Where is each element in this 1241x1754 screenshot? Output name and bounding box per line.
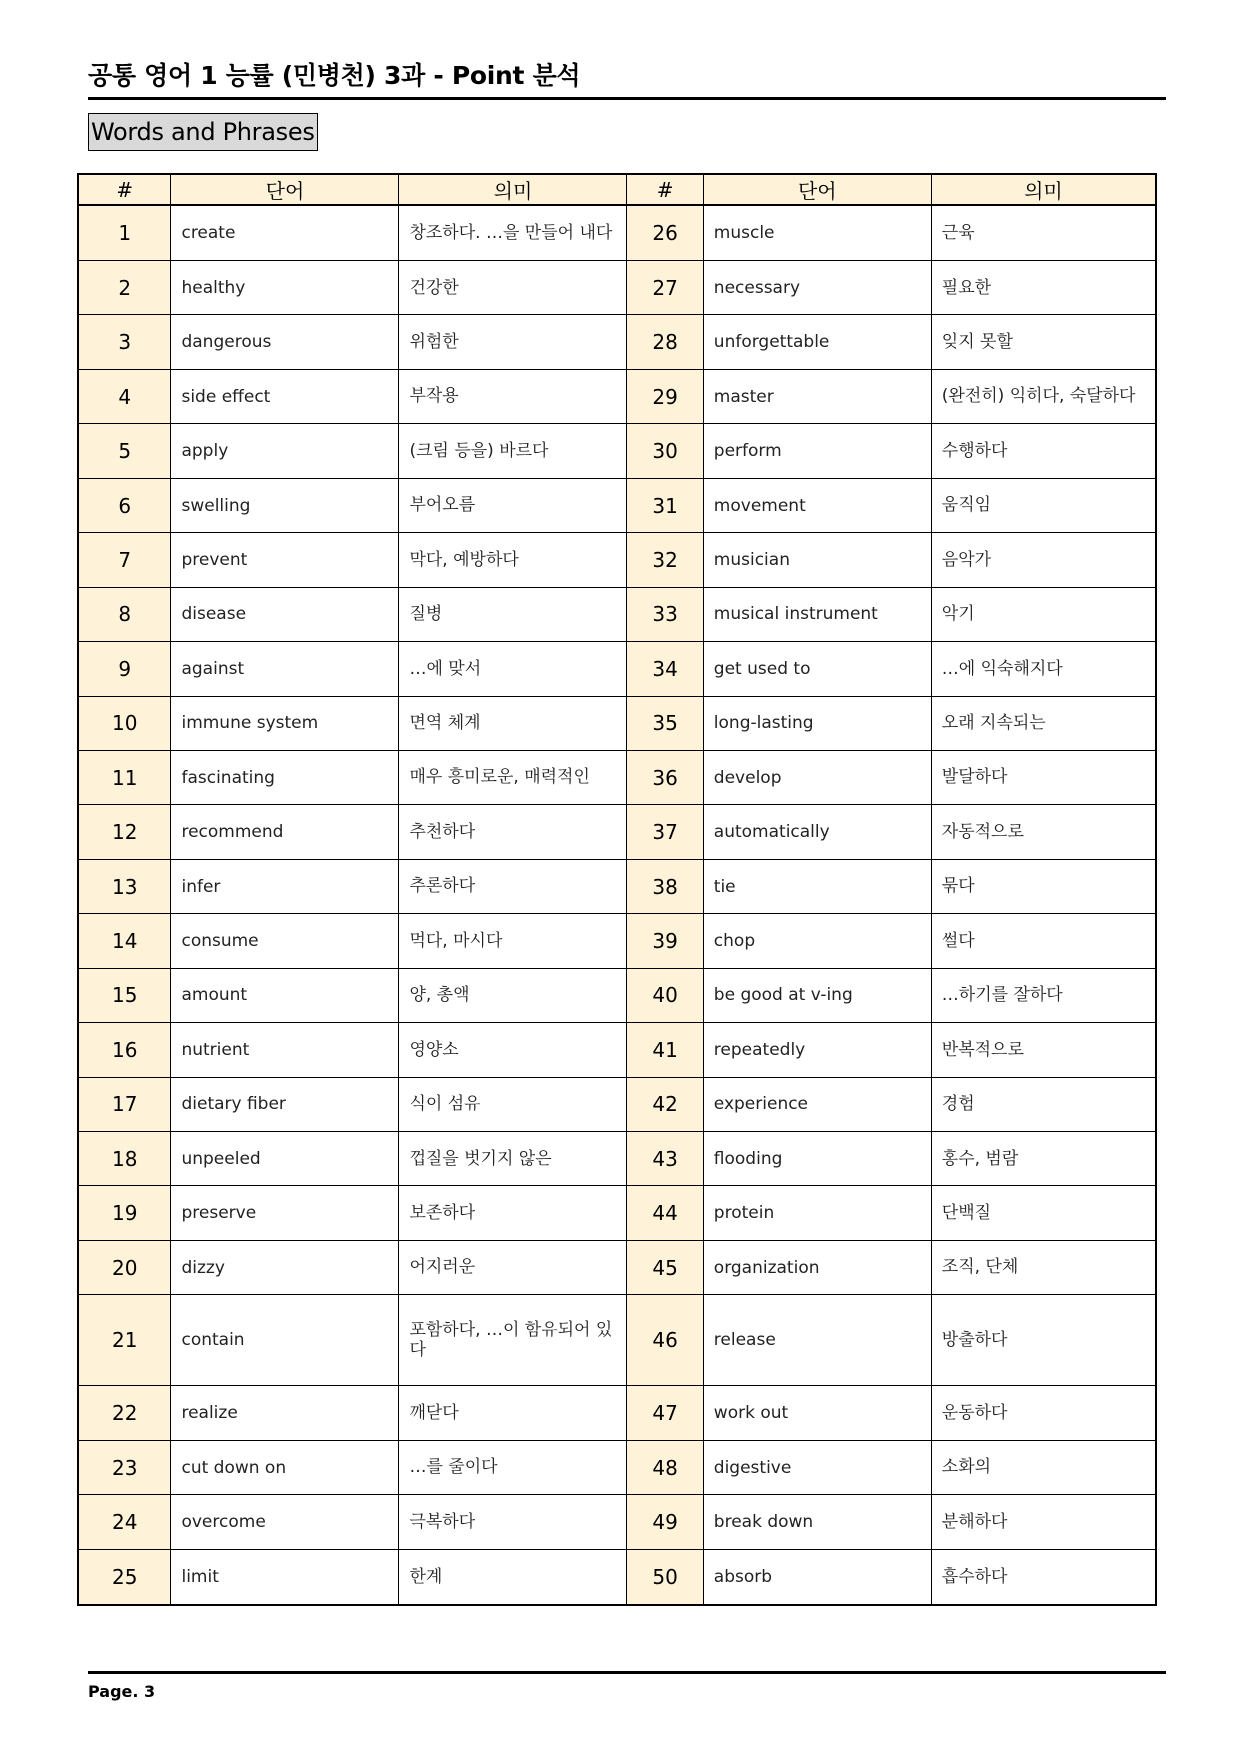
entry-word: disease — [171, 587, 399, 641]
entry-number: 46 — [627, 1295, 703, 1386]
entry-word: work out — [703, 1386, 931, 1440]
entry-number: 6 — [78, 478, 171, 532]
entry-word: digestive — [703, 1440, 931, 1494]
entry-number: 29 — [627, 369, 703, 423]
entry-word: movement — [703, 478, 931, 532]
entry-meaning: 필요한 — [931, 261, 1156, 315]
header-number-left: # — [78, 174, 171, 205]
entry-meaning: 부작용 — [399, 369, 627, 423]
entry-meaning: 포함하다, …이 함유되어 있다 — [399, 1295, 627, 1386]
entry-meaning: 수행하다 — [931, 424, 1156, 478]
entry-number: 32 — [627, 533, 703, 587]
entry-meaning: …에 익숙해지다 — [931, 642, 1156, 696]
entry-word: dizzy — [171, 1240, 399, 1294]
entry-meaning: 썰다 — [931, 914, 1156, 968]
entry-word: develop — [703, 750, 931, 804]
entry-meaning: 먹다, 마시다 — [399, 914, 627, 968]
page-title: 공통 영어 1 능률 (민병천) 3과 - Point 분석 — [88, 61, 581, 90]
header-number-right: # — [627, 174, 703, 205]
entry-meaning: …하기를 잘하다 — [931, 968, 1156, 1022]
vocabulary-table — [77, 173, 1157, 1606]
entry-word: dangerous — [171, 315, 399, 369]
entry-word: contain — [171, 1295, 399, 1386]
entry-meaning: 운동하다 — [931, 1386, 1156, 1440]
entry-word: apply — [171, 424, 399, 478]
entry-word: nutrient — [171, 1023, 399, 1077]
entry-word: muscle — [703, 205, 931, 261]
entry-number: 44 — [627, 1186, 703, 1240]
header-word-right: 단어 — [703, 174, 931, 205]
table-row — [78, 1495, 1156, 1549]
entry-word: musical instrument — [703, 587, 931, 641]
entry-meaning: 깨닫다 — [399, 1386, 627, 1440]
entry-word: consume — [171, 914, 399, 968]
table-row — [78, 1023, 1156, 1077]
entry-number: 11 — [78, 750, 171, 804]
table-row — [78, 587, 1156, 641]
entry-meaning: 추론하다 — [399, 859, 627, 913]
entry-word: healthy — [171, 261, 399, 315]
entry-meaning: 오래 지속되는 — [931, 696, 1156, 750]
entry-meaning: 흡수하다 — [931, 1549, 1156, 1605]
entry-word: flooding — [703, 1132, 931, 1186]
entry-meaning: (크림 등을) 바르다 — [399, 424, 627, 478]
entry-number: 35 — [627, 696, 703, 750]
entry-meaning: 위험한 — [399, 315, 627, 369]
entry-word: release — [703, 1295, 931, 1386]
entry-word: overcome — [171, 1495, 399, 1549]
entry-number: 27 — [627, 261, 703, 315]
entry-word: perform — [703, 424, 931, 478]
entry-number: 41 — [627, 1023, 703, 1077]
entry-number: 25 — [78, 1549, 171, 1605]
entry-number: 50 — [627, 1549, 703, 1605]
entry-number: 2 — [78, 261, 171, 315]
entry-number: 37 — [627, 805, 703, 859]
entry-number: 8 — [78, 587, 171, 641]
entry-number: 10 — [78, 696, 171, 750]
entry-meaning: 조직, 단체 — [931, 1240, 1156, 1294]
entry-word: prevent — [171, 533, 399, 587]
entry-meaning: 움직임 — [931, 478, 1156, 532]
entry-number: 38 — [627, 859, 703, 913]
entry-meaning: 극복하다 — [399, 1495, 627, 1549]
entry-number: 28 — [627, 315, 703, 369]
entry-word: realize — [171, 1386, 399, 1440]
table-row — [78, 805, 1156, 859]
header-meaning-right: 의미 — [931, 174, 1156, 205]
entry-word: absorb — [703, 1549, 931, 1605]
table-row — [78, 696, 1156, 750]
entry-meaning: 부어오름 — [399, 478, 627, 532]
entry-meaning: 껍질을 벗기지 않은 — [399, 1132, 627, 1186]
entry-meaning: 자동적으로 — [931, 805, 1156, 859]
entry-meaning: 분해하다 — [931, 1495, 1156, 1549]
entry-word: side effect — [171, 369, 399, 423]
header-divider — [88, 97, 1166, 100]
entry-word: chop — [703, 914, 931, 968]
entry-number: 21 — [78, 1295, 171, 1386]
entry-number: 15 — [78, 968, 171, 1022]
entry-meaning: 추천하다 — [399, 805, 627, 859]
entry-meaning: 음악가 — [931, 533, 1156, 587]
table-row — [78, 424, 1156, 478]
entry-number: 49 — [627, 1495, 703, 1549]
entry-number: 3 — [78, 315, 171, 369]
table-row — [78, 968, 1156, 1022]
entry-number: 12 — [78, 805, 171, 859]
entry-number: 7 — [78, 533, 171, 587]
table-row — [78, 750, 1156, 804]
entry-meaning: (완전히) 익히다, 숙달하다 — [931, 369, 1156, 423]
entry-number: 47 — [627, 1386, 703, 1440]
entry-meaning: 발달하다 — [931, 750, 1156, 804]
entry-number: 33 — [627, 587, 703, 641]
table-header-row — [78, 174, 1156, 205]
table-row — [78, 1186, 1156, 1240]
entry-word: master — [703, 369, 931, 423]
table-row — [78, 1549, 1156, 1605]
entry-number: 30 — [627, 424, 703, 478]
entry-meaning: 한계 — [399, 1549, 627, 1605]
entry-word: against — [171, 642, 399, 696]
entry-number: 20 — [78, 1240, 171, 1294]
table-row — [78, 369, 1156, 423]
entry-meaning: 보존하다 — [399, 1186, 627, 1240]
entry-word: swelling — [171, 478, 399, 532]
table-row — [78, 642, 1156, 696]
entry-number: 4 — [78, 369, 171, 423]
table-row — [78, 859, 1156, 913]
entry-word: organization — [703, 1240, 931, 1294]
entry-meaning: 건강한 — [399, 261, 627, 315]
entry-word: recommend — [171, 805, 399, 859]
entry-word: amount — [171, 968, 399, 1022]
entry-meaning: 잊지 못할 — [931, 315, 1156, 369]
entry-word: automatically — [703, 805, 931, 859]
entry-number: 19 — [78, 1186, 171, 1240]
entry-meaning: 어지러운 — [399, 1240, 627, 1294]
entry-meaning: 영양소 — [399, 1023, 627, 1077]
entry-word: long-lasting — [703, 696, 931, 750]
table-row — [78, 1240, 1156, 1294]
entry-number: 14 — [78, 914, 171, 968]
entry-word: immune system — [171, 696, 399, 750]
table-body — [78, 205, 1156, 1605]
entry-number: 17 — [78, 1077, 171, 1131]
entry-meaning: 매우 흥미로운, 매력적인 — [399, 750, 627, 804]
table-row — [78, 1295, 1156, 1386]
entry-meaning: 방출하다 — [931, 1295, 1156, 1386]
entry-meaning: 식이 섬유 — [399, 1077, 627, 1131]
entry-word: tie — [703, 859, 931, 913]
entry-number: 40 — [627, 968, 703, 1022]
entry-word: preserve — [171, 1186, 399, 1240]
table-row — [78, 1386, 1156, 1440]
entry-meaning: 소화의 — [931, 1440, 1156, 1494]
entry-word: dietary fiber — [171, 1077, 399, 1131]
entry-meaning: 양, 총액 — [399, 968, 627, 1022]
entry-number: 48 — [627, 1440, 703, 1494]
entry-number: 24 — [78, 1495, 171, 1549]
entry-number: 1 — [78, 205, 171, 261]
entry-number: 34 — [627, 642, 703, 696]
entry-meaning: 단백질 — [931, 1186, 1156, 1240]
entry-number: 9 — [78, 642, 171, 696]
entry-word: unforgettable — [703, 315, 931, 369]
entry-meaning: …에 맞서 — [399, 642, 627, 696]
entry-word: break down — [703, 1495, 931, 1549]
table-row — [78, 315, 1156, 369]
entry-number: 22 — [78, 1386, 171, 1440]
entry-word: infer — [171, 859, 399, 913]
table-row — [78, 533, 1156, 587]
entry-meaning: 홍수, 범람 — [931, 1132, 1156, 1186]
entry-word: fascinating — [171, 750, 399, 804]
page-number: Page. 3 — [88, 1682, 156, 1701]
entry-number: 39 — [627, 914, 703, 968]
entry-number: 23 — [78, 1440, 171, 1494]
entry-meaning: 면역 체계 — [399, 696, 627, 750]
entry-number: 5 — [78, 424, 171, 478]
entry-meaning: 창조하다. …을 만들어 내다 — [399, 205, 627, 261]
entry-word: get used to — [703, 642, 931, 696]
entry-meaning: 반복적으로 — [931, 1023, 1156, 1077]
table-row — [78, 1132, 1156, 1186]
table-row — [78, 914, 1156, 968]
entry-word: necessary — [703, 261, 931, 315]
entry-word: experience — [703, 1077, 931, 1131]
entry-number: 43 — [627, 1132, 703, 1186]
header-meaning-left: 의미 — [399, 174, 627, 205]
entry-word: cut down on — [171, 1440, 399, 1494]
section-label: Words and Phrases — [88, 113, 318, 151]
entry-meaning: 근육 — [931, 205, 1156, 261]
entry-word: musician — [703, 533, 931, 587]
table-row — [78, 478, 1156, 532]
entry-word: repeatedly — [703, 1023, 931, 1077]
header-word-left: 단어 — [171, 174, 399, 205]
entry-word: protein — [703, 1186, 931, 1240]
entry-meaning: 악기 — [931, 587, 1156, 641]
entry-number: 36 — [627, 750, 703, 804]
table-row — [78, 1077, 1156, 1131]
entry-meaning: …를 줄이다 — [399, 1440, 627, 1494]
table-row — [78, 205, 1156, 261]
entry-number: 26 — [627, 205, 703, 261]
table-row — [78, 1440, 1156, 1494]
footer-divider — [88, 1671, 1166, 1674]
entry-word: unpeeled — [171, 1132, 399, 1186]
entry-word: be good at v-ing — [703, 968, 931, 1022]
entry-meaning: 막다, 예방하다 — [399, 533, 627, 587]
entry-meaning: 질병 — [399, 587, 627, 641]
entry-meaning: 묶다 — [931, 859, 1156, 913]
table-row — [78, 261, 1156, 315]
entry-word: create — [171, 205, 399, 261]
entry-word: limit — [171, 1549, 399, 1605]
entry-number: 31 — [627, 478, 703, 532]
entry-number: 42 — [627, 1077, 703, 1131]
entry-number: 45 — [627, 1240, 703, 1294]
entry-meaning: 경험 — [931, 1077, 1156, 1131]
entry-number: 18 — [78, 1132, 171, 1186]
entry-number: 16 — [78, 1023, 171, 1077]
entry-number: 13 — [78, 859, 171, 913]
